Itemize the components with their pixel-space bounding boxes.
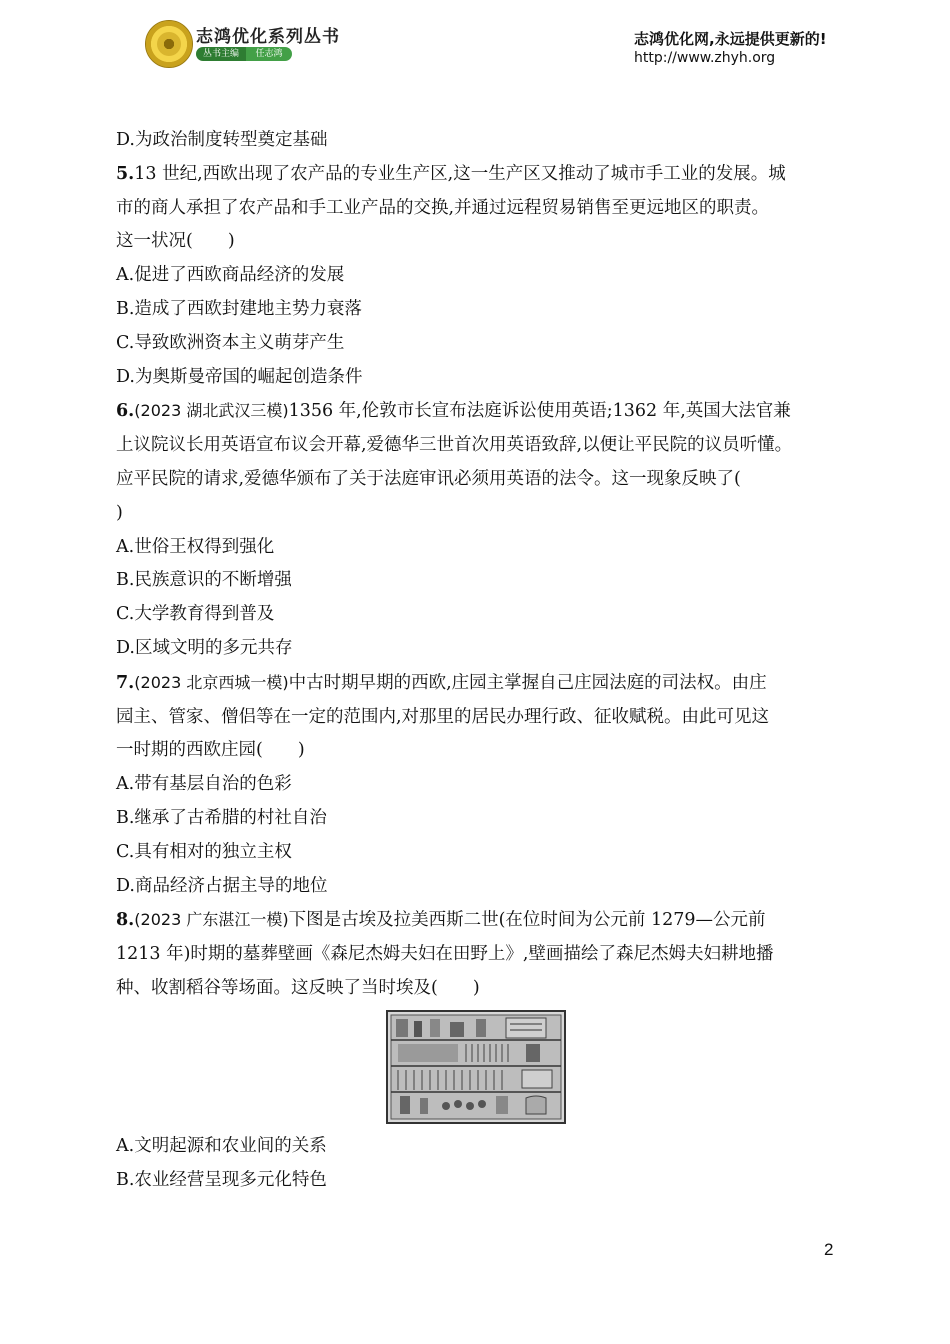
q8-stem-text: 下图是古埃及拉美西斯二世(在位时间为公元前 1279—公元前 [288,910,766,931]
q6-stem-line-2: 上议院议长用英语宣布议会开幕,爱德华三世首次用英语致辞,以便让平民院的议员听懂。 [116,435,793,456]
brand-tag-editor-label: 丛书主编 [196,47,246,61]
q7-option-b: B.继承了古希腊的村社自治 [116,807,327,828]
q6-option-c: C.大学教育得到普及 [116,604,275,625]
q5-option-a: A.促进了西欧商品经济的发展 [116,265,345,286]
q5-stem-line-3: 这一状况( ) [116,231,235,252]
q7-stem-text: 中古时期早期的西欧,庄园主掌握自己庄园法庭的司法权。由庄 [288,672,767,693]
q8-option-a: A.文明起源和农业间的关系 [116,1135,327,1156]
site-slogan: 志鸿优化网,永远提供更新的! [634,30,827,48]
brand-tag-editor-name: 任志鸿 [246,47,292,61]
publisher-seal-icon [145,20,193,68]
site-url[interactable]: http://www.zhyh.org [634,50,776,66]
q7-source: (2023 北京西城一模) [134,672,289,692]
q8-option-b: B.农业经营呈现多元化特色 [116,1169,327,1190]
page-header [0,0,950,80]
tomb-mural-drawing [386,1010,566,1124]
q5-stem-line-2: 市的商人承担了农产品和手工业产品的交换,并通过远程贸易销售至更远地区的职责。 [116,197,770,218]
tomb-mural-image [386,1010,566,1124]
q6-source: (2023 湖北武汉三模) [134,401,289,421]
q6-stem-text: 1356 年,伦敦市长宣布法庭诉讼使用英语;1362 年,英国大法官兼 [288,401,791,422]
q7-stem-line-2: 园主、管家、僧侣等在一定的范围内,对那里的居民办理行政、征收赋税。由此可见这 [116,706,770,727]
q7-option-c: C.具有相对的独立主权 [116,841,292,862]
q8-stem-line-3: 种、收割稻谷等场面。这反映了当时埃及( ) [116,977,480,998]
document-body [116,124,856,1197]
q6-option-a: A.世俗王权得到强化 [116,536,275,557]
q8-stem-line-2: 1213 年)时期的墓葬壁画《森尼杰姆夫妇在田野上》,壁画描绘了森尼杰姆夫妇耕地播 [116,944,774,965]
q5-stem-line-1 [116,158,856,192]
q7-stem-line-3: 一时期的西欧庄园( ) [116,740,305,761]
q8-stem-line-1 [116,903,856,938]
q6-stem-line-4: ) [116,502,123,523]
q5-option-d: D.为奥斯曼帝国的崛起创造条件 [116,366,363,387]
q5-option-b: B.造成了西欧封建地主势力衰落 [116,298,362,319]
q6-number: 6. [116,401,135,422]
q7-option-d: D.商品经济占据主导的地位 [116,875,328,896]
q4-option-d: D.为政治制度转型奠定基础 [116,130,328,150]
q5-stem-text: 13 世纪,西欧出现了农产品的专业生产区,这一生产区又推动了城市手工业的发展。城 [134,163,786,184]
q6-stem-line-1 [116,394,856,429]
q8-source: (2023 广东湛江一模) [134,910,289,930]
q6-stem-line-3: 应平民院的请求,爱德华颁布了关于法庭审讯必须用英语的法令。这一现象反映了( [116,468,741,489]
q8-number: 8. [116,910,135,931]
brand-title: 志鸿优化系列丛书 [196,27,340,47]
brand-tag [196,47,292,61]
q5-option-c: C.导致欧洲资本主义萌芽产生 [116,332,345,353]
q5-number: 5. [116,163,135,184]
q7-option-a: A.带有基层自治的色彩 [116,774,292,795]
q7-stem-line-1 [116,666,856,701]
q6-option-b: B.民族意识的不断增强 [116,570,292,591]
q7-number: 7. [116,672,135,693]
q6-option-d: D.区域文明的多元共存 [116,637,293,658]
page-number: 2 [824,1240,834,1259]
